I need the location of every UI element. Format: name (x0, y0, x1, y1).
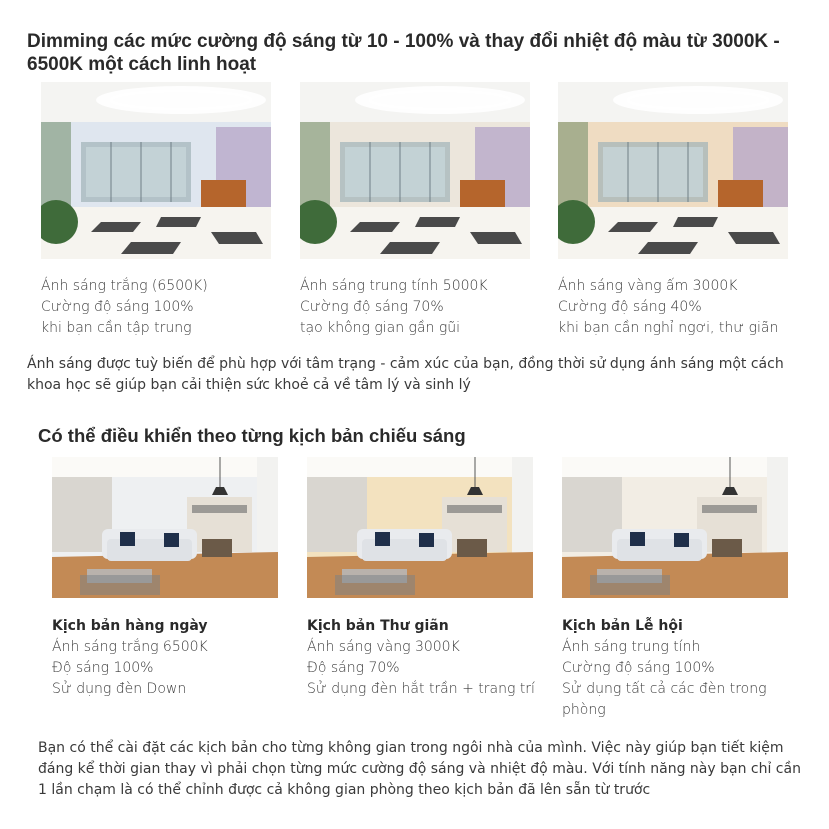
lobby-photo-warm (558, 82, 788, 259)
section-title-dimming: Dimming các mức cường độ sáng từ 10 - 100% và thay đổi nhiệt độ màu từ 3000K - 6500K một cách linh hoạt (27, 31, 780, 75)
caption-line: Sử dụng đèn Down (52, 681, 187, 697)
caption-line: Cường độ sáng 100% (41, 299, 194, 315)
caption-line: Ánh sáng trắng (6500K) (41, 278, 208, 294)
caption-line: Ánh sáng vàng 3000K (307, 639, 460, 655)
caption-line: Độ sáng 70% (307, 660, 400, 676)
lobby-photo-white (41, 82, 271, 259)
living-room-photo-relax (307, 457, 533, 598)
caption-line: khi bạn cần tập trung (41, 320, 192, 336)
section-title-scenarios: Có thể điều khiển theo từng kịch bản chiếu sáng (38, 425, 466, 446)
caption-line: Sử dụng đèn hắt trần + trang trí (307, 681, 535, 697)
caption-line: Ánh sáng trung tính (562, 639, 701, 655)
caption-line: Độ sáng 100% (52, 660, 154, 676)
caption-line: Sử dụng tất cả các đèn trong phòng (562, 681, 767, 718)
living-room-photo-daily (52, 457, 278, 598)
caption-daily-scenario (52, 616, 292, 700)
scenario-heading: Kịch bản hàng ngày (52, 618, 208, 634)
lobby-photo-neutral (300, 82, 530, 259)
caption-line: tạo không gian gần gũi (300, 320, 461, 336)
caption-festive-scenario (562, 616, 802, 721)
paragraph-mood-lighting: Ánh sáng được tuỳ biến để phù hợp với tâm trạng - cảm xúc của bạn, đồng thời sử dụng ánh sáng một cách khoa học sẽ giúp bạn cải thiện sức khoẻ cả về tâm lý và sinh lý (27, 356, 784, 393)
caption-line: Cường độ sáng 40% (558, 299, 702, 315)
caption-warm-light (558, 276, 818, 339)
caption-line: Ánh sáng trắng 6500K (52, 639, 208, 655)
caption-line: khi bạn cần nghỉ ngơi, thư giãn (558, 320, 779, 336)
paragraph-scenario-setup: Bạn có thể cài đặt các kịch bản cho từng không gian trong ngôi nhà của mình. Việc này giúp bạn tiết kiệm đáng kể thời gian thay vì phải chọn từng mức cường độ sáng và nhiệt độ màu. Với tính năng này bạn chỉ cần 1 lần chạm là có thể chỉnh được cả không gian phòng theo kịch bản đã lên sẵn từ trước (38, 740, 801, 798)
caption-neutral-light (300, 276, 540, 339)
scenario-heading: Kịch bản Thư giãn (307, 618, 449, 634)
caption-white-light (41, 276, 281, 339)
caption-line: Cường độ sáng 100% (562, 660, 715, 676)
living-room-photo-festive (562, 457, 788, 598)
caption-line: Ánh sáng trung tính 5000K (300, 278, 488, 294)
caption-relax-scenario (307, 616, 547, 700)
caption-line: Ánh sáng vàng ấm 3000K (558, 278, 738, 294)
scenario-heading: Kịch bản Lễ hội (562, 618, 683, 634)
caption-line: Cường độ sáng 70% (300, 299, 444, 315)
